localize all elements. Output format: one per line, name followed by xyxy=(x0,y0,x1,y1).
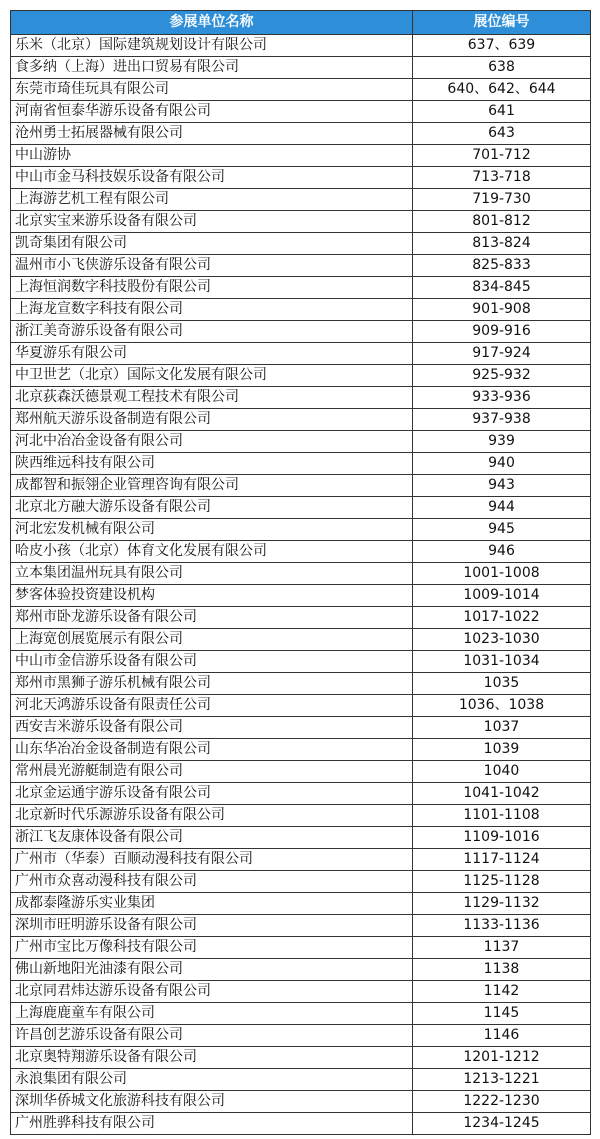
booth-number-cell: 641 xyxy=(413,101,591,123)
table-row xyxy=(11,651,591,673)
table-row xyxy=(11,827,591,849)
company-name-cell: 上海游艺机工程有限公司 xyxy=(11,189,413,211)
table-row xyxy=(11,79,591,101)
company-name-cell: 郑州航天游乐设备制造有限公司 xyxy=(11,409,413,431)
company-name-cell: 北京北方融大游乐设备有限公司 xyxy=(11,497,413,519)
booth-number-cell: 1142 xyxy=(413,981,591,1003)
table-row xyxy=(11,167,591,189)
booth-number-cell: 946 xyxy=(413,541,591,563)
table-row xyxy=(11,387,591,409)
booth-number-cell: 1037 xyxy=(413,717,591,739)
booth-number-cell: 701-712 xyxy=(413,145,591,167)
table-row xyxy=(11,145,591,167)
table-row xyxy=(11,717,591,739)
table-row xyxy=(11,1003,591,1025)
table-row xyxy=(11,321,591,343)
table-row xyxy=(11,563,591,585)
booth-number-cell: 1117-1124 xyxy=(413,849,591,871)
table-row xyxy=(11,959,591,981)
table-row xyxy=(11,497,591,519)
booth-number-cell: 1201-1212 xyxy=(413,1047,591,1069)
table-row xyxy=(11,189,591,211)
booth-number-cell: 1222-1230 xyxy=(413,1091,591,1113)
booth-number-cell: 640、642、644 xyxy=(413,79,591,101)
table-row xyxy=(11,937,591,959)
booth-number-cell: 1031-1034 xyxy=(413,651,591,673)
table-row xyxy=(11,1113,591,1135)
table-row xyxy=(11,101,591,123)
booth-number-cell: 813-824 xyxy=(413,233,591,255)
booth-number-cell: 944 xyxy=(413,497,591,519)
table-row xyxy=(11,519,591,541)
company-name-cell: 广州胜骅科技有限公司 xyxy=(11,1113,413,1135)
company-name-cell: 广州市（华泰）百顺动漫科技有限公司 xyxy=(11,849,413,871)
company-name-cell: 陕西维远科技有限公司 xyxy=(11,453,413,475)
table-row xyxy=(11,1069,591,1091)
company-name-cell: 河北中冶冶金设备有限公司 xyxy=(11,431,413,453)
company-name-cell: 北京荻森沃德景观工程技术有限公司 xyxy=(11,387,413,409)
booth-number-cell: 1001-1008 xyxy=(413,563,591,585)
table-row xyxy=(11,123,591,145)
booth-number-cell: 939 xyxy=(413,431,591,453)
booth-number-cell: 1133-1136 xyxy=(413,915,591,937)
table-row xyxy=(11,805,591,827)
table-header xyxy=(11,11,591,35)
company-name-cell: 北京奥特翔游乐设备有限公司 xyxy=(11,1047,413,1069)
booth-number-cell: 1041-1042 xyxy=(413,783,591,805)
company-name-cell: 广州市众喜动漫科技有限公司 xyxy=(11,871,413,893)
table-row xyxy=(11,35,591,57)
booth-number-cell: 638 xyxy=(413,57,591,79)
table-row xyxy=(11,475,591,497)
company-name-cell: 上海鹿鹿童车有限公司 xyxy=(11,1003,413,1025)
table-row xyxy=(11,915,591,937)
table-row xyxy=(11,893,591,915)
booth-number-cell: 909-916 xyxy=(413,321,591,343)
booth-number-cell: 901-908 xyxy=(413,299,591,321)
booth-number-cell: 719-730 xyxy=(413,189,591,211)
table-row xyxy=(11,299,591,321)
company-name-cell: 河北宏发机械有限公司 xyxy=(11,519,413,541)
booth-number-cell: 1017-1022 xyxy=(413,607,591,629)
company-name-cell: 上海宽创展览展示有限公司 xyxy=(11,629,413,651)
company-name-cell: 沧州勇士拓展器械有限公司 xyxy=(11,123,413,145)
company-name-cell: 乐米（北京）国际建筑规划设计有限公司 xyxy=(11,35,413,57)
booth-number-cell: 1039 xyxy=(413,739,591,761)
column-header-company: 参展单位名称 xyxy=(11,11,413,35)
booth-number-cell: 1137 xyxy=(413,937,591,959)
company-name-cell: 上海恒润数字科技股份有限公司 xyxy=(11,277,413,299)
company-name-cell: 北京实宝来游乐设备有限公司 xyxy=(11,211,413,233)
booth-number-cell: 1036、1038 xyxy=(413,695,591,717)
company-name-cell: 山东华冶冶金设备制造有限公司 xyxy=(11,739,413,761)
table-row xyxy=(11,211,591,233)
table-row xyxy=(11,739,591,761)
company-name-cell: 中山市金马科技娱乐设备有限公司 xyxy=(11,167,413,189)
company-name-cell: 深圳市旺明游乐设备有限公司 xyxy=(11,915,413,937)
company-name-cell: 西安吉米游乐设备有限公司 xyxy=(11,717,413,739)
table-row xyxy=(11,871,591,893)
table-row xyxy=(11,233,591,255)
company-name-cell: 梦客体验投资建设机构 xyxy=(11,585,413,607)
company-name-cell: 佛山新地阳光油漆有限公司 xyxy=(11,959,413,981)
company-name-cell: 许昌创艺游乐设备有限公司 xyxy=(11,1025,413,1047)
table-row xyxy=(11,981,591,1003)
table-row xyxy=(11,607,591,629)
company-name-cell: 浙江美奇游乐设备有限公司 xyxy=(11,321,413,343)
company-name-cell: 河南省恒泰华游乐设备有限公司 xyxy=(11,101,413,123)
company-name-cell: 广州市宝比万像科技有限公司 xyxy=(11,937,413,959)
booth-number-cell: 925-932 xyxy=(413,365,591,387)
company-name-cell: 哈皮小孩（北京）体育文化发展有限公司 xyxy=(11,541,413,563)
table-row xyxy=(11,277,591,299)
company-name-cell: 中卫世艺（北京）国际文化发展有限公司 xyxy=(11,365,413,387)
booth-number-cell: 1138 xyxy=(413,959,591,981)
table-row xyxy=(11,673,591,695)
booth-number-cell: 1129-1132 xyxy=(413,893,591,915)
table-row xyxy=(11,453,591,475)
company-name-cell: 成都智和振翎企业管理咨询有限公司 xyxy=(11,475,413,497)
table-row xyxy=(11,1047,591,1069)
company-name-cell: 郑州市黑狮子游乐机械有限公司 xyxy=(11,673,413,695)
company-name-cell: 立本集团温州玩具有限公司 xyxy=(11,563,413,585)
exhibitor-table xyxy=(10,10,591,1135)
booth-number-cell: 937-938 xyxy=(413,409,591,431)
company-name-cell: 北京新时代乐源游乐设备有限公司 xyxy=(11,805,413,827)
company-name-cell: 成都泰隆游乐实业集团 xyxy=(11,893,413,915)
booth-number-cell: 940 xyxy=(413,453,591,475)
booth-number-cell: 801-812 xyxy=(413,211,591,233)
table-row xyxy=(11,783,591,805)
company-name-cell: 永浪集团有限公司 xyxy=(11,1069,413,1091)
table-row xyxy=(11,849,591,871)
table-row xyxy=(11,629,591,651)
booth-number-cell: 1023-1030 xyxy=(413,629,591,651)
booth-number-cell: 1213-1221 xyxy=(413,1069,591,1091)
table-row xyxy=(11,431,591,453)
booth-number-cell: 1145 xyxy=(413,1003,591,1025)
table-row xyxy=(11,409,591,431)
company-name-cell: 北京同君炜达游乐设备有限公司 xyxy=(11,981,413,1003)
company-name-cell: 凯奇集团有限公司 xyxy=(11,233,413,255)
company-name-cell: 常州晨光游艇制造有限公司 xyxy=(11,761,413,783)
booth-number-cell: 1125-1128 xyxy=(413,871,591,893)
company-name-cell: 中山游协 xyxy=(11,145,413,167)
table-row xyxy=(11,1025,591,1047)
company-name-cell: 食多纳（上海）进出口贸易有限公司 xyxy=(11,57,413,79)
column-header-booth: 展位编号 xyxy=(413,11,591,35)
booth-number-cell: 1146 xyxy=(413,1025,591,1047)
booth-number-cell: 1035 xyxy=(413,673,591,695)
table-row xyxy=(11,761,591,783)
booth-number-cell: 643 xyxy=(413,123,591,145)
company-name-cell: 中山市金信游乐设备有限公司 xyxy=(11,651,413,673)
booth-number-cell: 933-936 xyxy=(413,387,591,409)
company-name-cell: 华夏游乐有限公司 xyxy=(11,343,413,365)
company-name-cell: 浙江飞友康体设备有限公司 xyxy=(11,827,413,849)
booth-number-cell: 637、639 xyxy=(413,35,591,57)
company-name-cell: 温州市小飞侠游乐设备有限公司 xyxy=(11,255,413,277)
company-name-cell: 北京金运通宇游乐设备有限公司 xyxy=(11,783,413,805)
company-name-cell: 河北天鸿游乐设备有限责任公司 xyxy=(11,695,413,717)
company-name-cell: 郑州市卧龙游乐设备有限公司 xyxy=(11,607,413,629)
booth-number-cell: 825-833 xyxy=(413,255,591,277)
table-row xyxy=(11,541,591,563)
header-row xyxy=(11,11,591,35)
booth-number-cell: 1009-1014 xyxy=(413,585,591,607)
table-row xyxy=(11,343,591,365)
booth-number-cell: 943 xyxy=(413,475,591,497)
booth-number-cell: 1101-1108 xyxy=(413,805,591,827)
company-name-cell: 上海龙宣数字科技有限公司 xyxy=(11,299,413,321)
booth-number-cell: 945 xyxy=(413,519,591,541)
booth-number-cell: 917-924 xyxy=(413,343,591,365)
table-row xyxy=(11,695,591,717)
booth-number-cell: 834-845 xyxy=(413,277,591,299)
booth-number-cell: 1040 xyxy=(413,761,591,783)
booth-number-cell: 713-718 xyxy=(413,167,591,189)
table-row xyxy=(11,1091,591,1113)
table-row xyxy=(11,365,591,387)
table-body xyxy=(11,35,591,1135)
booth-number-cell: 1109-1016 xyxy=(413,827,591,849)
table-row xyxy=(11,255,591,277)
table-row xyxy=(11,57,591,79)
table-row xyxy=(11,585,591,607)
booth-number-cell: 1234-1245 xyxy=(413,1113,591,1135)
company-name-cell: 深圳华侨城文化旅游科技有限公司 xyxy=(11,1091,413,1113)
company-name-cell: 东莞市琦佳玩具有限公司 xyxy=(11,79,413,101)
